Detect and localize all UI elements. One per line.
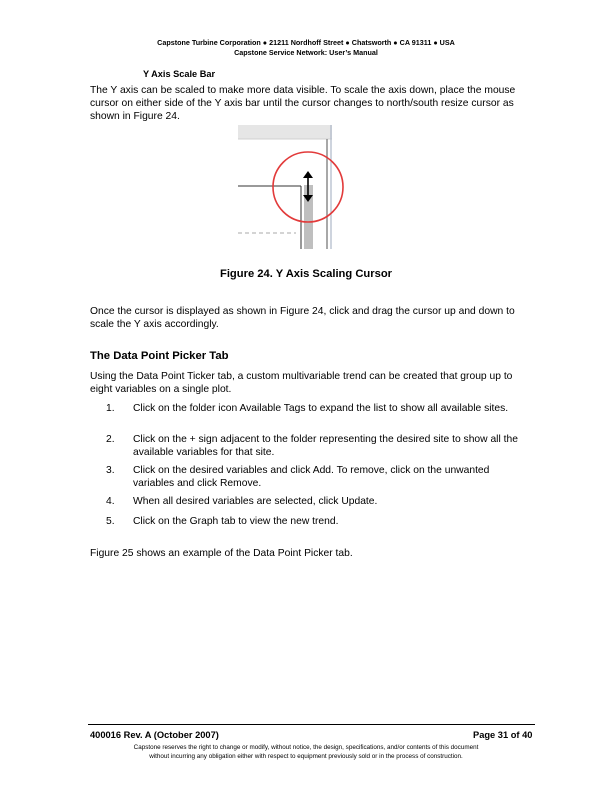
figure-caption: Figure 24. Y Axis Scaling Cursor: [219, 268, 393, 280]
footer-disclaimer-line1: Capstone reserves the right to change or modify, without notice, the design, specifications, and/or contents of this document: [133, 744, 479, 751]
footer-disclaimer: [0, 744, 612, 761]
subheading-y-axis-scale-bar: Y Axis Scale Bar: [143, 69, 216, 79]
window-title-strip: [238, 125, 332, 139]
footer-divider: [88, 724, 535, 725]
footer-doc-revision: 400016 Rev. A (October 2007): [90, 730, 219, 740]
header-address: Capstone Turbine Corporation ● 21211 Nordhoff Street ● Chatsworth ● CA 91311 ● USA: [157, 38, 455, 47]
paragraph-figure-25-reference: Figure 25 shows an example of the Data Point Picker tab.: [90, 548, 353, 559]
step-number: 5.: [106, 516, 115, 527]
step-number: 2.: [106, 434, 115, 445]
section-title-data-point-picker: The Data Point Picker Tab: [90, 350, 229, 362]
footer-page-number: Page 31 of 40: [473, 730, 533, 740]
paragraph-data-point-intro: Using the Data Point Ticker tab, a custom multivariable trend can be created that group up to eight variables on a single plot.: [90, 371, 513, 395]
step-text: When all desired variables are selected, click Update.: [133, 496, 378, 507]
step-number: 1.: [106, 403, 115, 414]
step-number: 3.: [106, 465, 115, 476]
step-text: Click on the + sign adjacent to the folder representing the desired site to show all the available variables for that site.: [133, 434, 518, 458]
paragraph-drag-instructions: Once the cursor is displayed as shown in Figure 24, click and drag the cursor up and down to scale the Y axis accordingly.: [90, 306, 515, 330]
figure-y-axis-scaling-cursor: [238, 125, 348, 255]
step-text: Click on the desired variables and click Add. To remove, click on the unwanted variables and click Remove.: [133, 465, 490, 489]
paragraph-y-axis-intro: The Y axis can be scaled to make more data visible. To scale the axis down, place the mouse cursor on either side of the Y axis bar until the cursor changes to north/south resize cursor as shown in Figure 24.: [90, 85, 516, 122]
figure-graphic: [238, 125, 348, 255]
step-text: Click on the Graph tab to view the new trend.: [133, 516, 339, 527]
footer-disclaimer-line2: without incurring any obligation either with respect to equipment previously sold or in the process of construction.: [149, 752, 463, 760]
step-number: 4.: [106, 496, 115, 507]
page-header: [0, 38, 612, 57]
step-text: Click on the folder icon Available Tags to expand the list to show all available sites.: [133, 403, 509, 414]
header-manual-title: Capstone Service Network: User’s Manual: [234, 47, 378, 57]
